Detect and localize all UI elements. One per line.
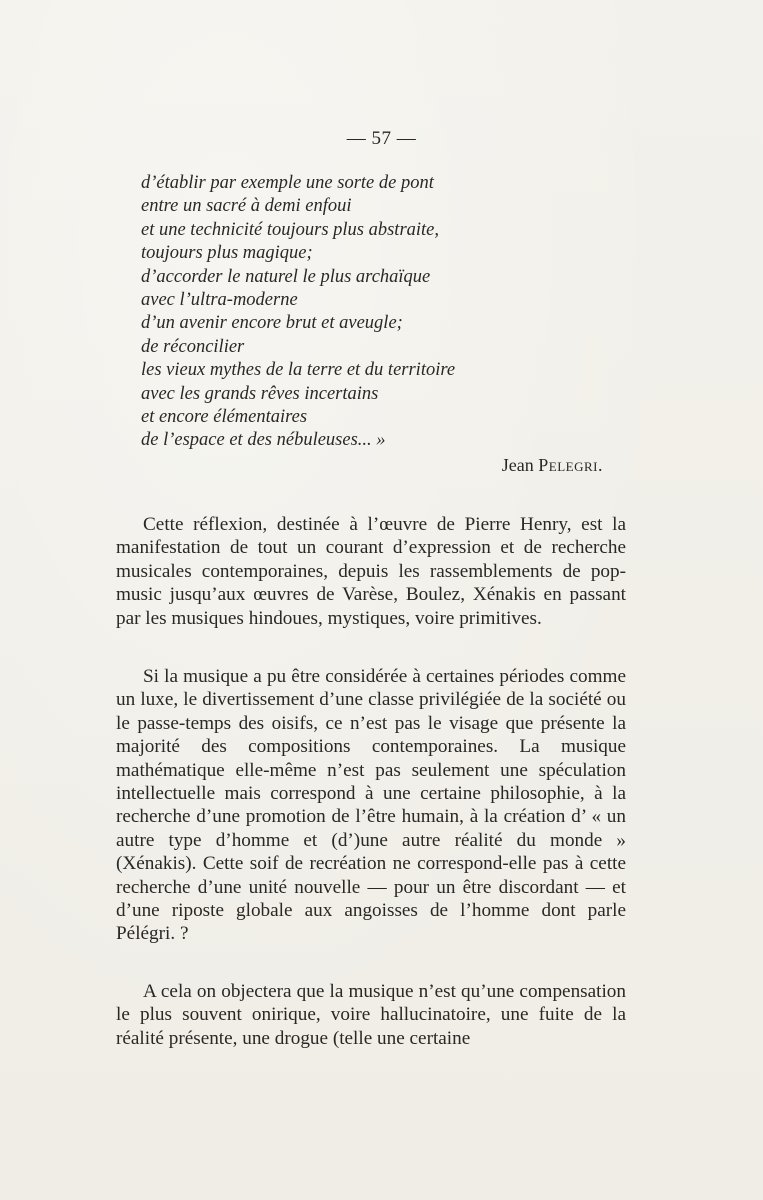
poem-line: entre un sacré à demi enfoui bbox=[141, 196, 352, 217]
poem-line: d’accorder le naturel le plus archaïque bbox=[141, 266, 431, 287]
body-paragraph bbox=[116, 980, 626, 1050]
paragraph-text: A cela on objectera que la musique n’est qu’une compensation le plus souvent onirique, voire hallucinatoire, une fuite de la réalité présente, une drogue (telle une certaine bbox=[116, 981, 626, 1049]
body-paragraph bbox=[116, 665, 626, 946]
poem-line: les vieux mythes de la terre et du territoire bbox=[141, 360, 456, 381]
poem-line: de l’espace et des nébuleuses... » bbox=[141, 430, 386, 451]
poem-line: et encore élémentaires bbox=[141, 407, 308, 428]
author-first-name: Jean bbox=[501, 455, 534, 475]
poem-quotation bbox=[141, 172, 621, 453]
body-paragraph bbox=[116, 513, 626, 630]
quotation-author bbox=[502, 455, 603, 476]
poem-line: et une technicité toujours plus abstraite, bbox=[141, 219, 440, 240]
poem-line: de réconcilier bbox=[141, 336, 245, 357]
poem-line: avec l’ultra-moderne bbox=[141, 290, 298, 311]
poem-line: toujours plus magique; bbox=[141, 243, 313, 264]
paragraph-text: Cette réflexion, destinée à l’œuvre de Pierre Henry, est la manifestation de tout un courant d’expression et de recherche musicales contemporaines, depuis les rassemblements de pop-music jusqu’aux œuvres de Varèse, Boulez, Xénakis en passant par les musiques hindoues, mystiques, voire primitives. bbox=[116, 514, 626, 629]
author-surname: Pelegri. bbox=[538, 455, 603, 475]
paragraph-text: Si la musique a pu être considérée à certaines périodes comme un luxe, le divertissement d’une classe privilégiée de la société ou le passe-temps des oisifs, ce n’est pas le visage que présente la majorité des compositions contemporaines. La musique mathématique elle-même n’est pas seulement une spéculation intellectuelle mais correspond à une certaine philosophie, à la recherche d’une promotion de l’être humain, à la création d’ « un autre type d’homme et (d’)une autre réalité du monde » (Xénakis). Cette soif de recréation ne correspond-elle pas à cette recherche d’une unité nouvelle — pour un être discordant — et d’une riposte globale aux angoisses de l’homme dont parle Pélégri. ? bbox=[116, 666, 626, 945]
poem-line: d’établir par exemple une sorte de pont bbox=[141, 173, 434, 193]
page-number: — 57 — bbox=[346, 128, 417, 149]
poem-line: avec les grands rêves incertains bbox=[141, 383, 379, 404]
poem-line: d’un avenir encore brut et aveugle; bbox=[141, 313, 403, 334]
